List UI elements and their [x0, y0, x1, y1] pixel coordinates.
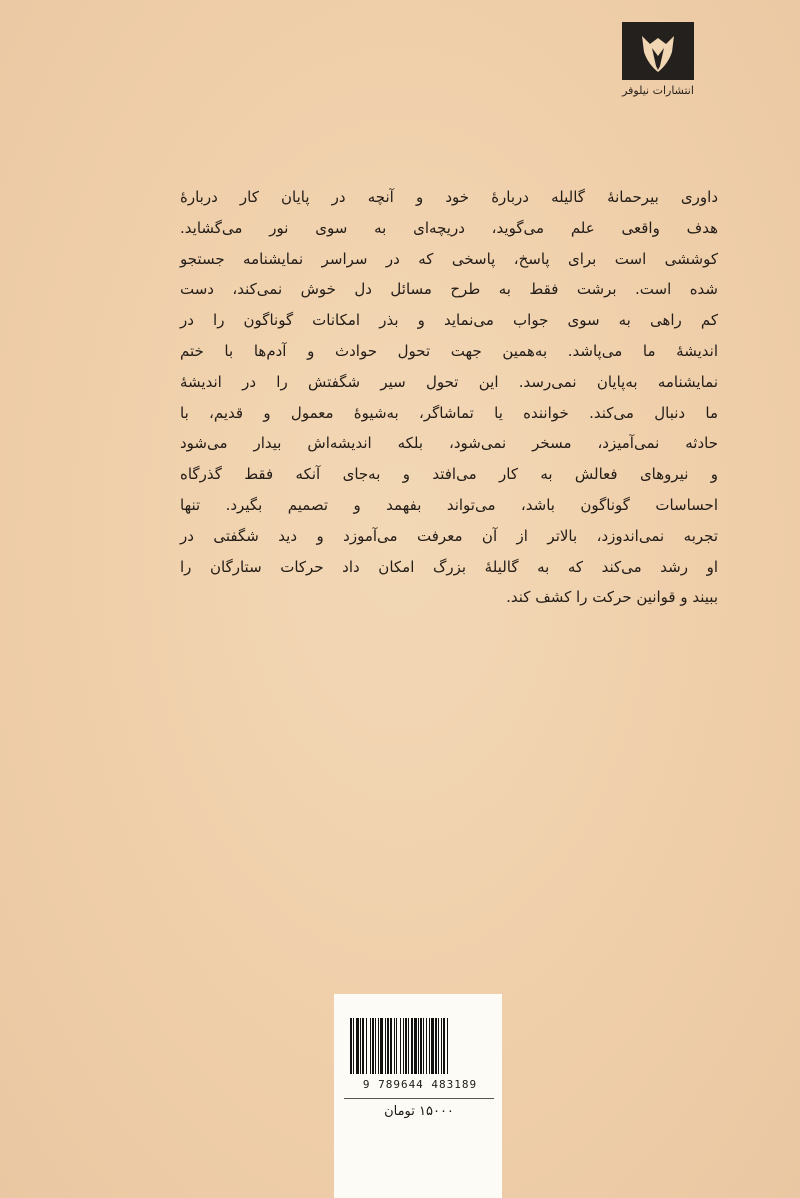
- blurb-line: کم راهی به سوی جواب می‌نماید و بذر امکانات گوناگون را در: [180, 311, 718, 330]
- barcode-bar: [378, 1018, 379, 1074]
- blurb-line: احساسات گوناگون باشد، می‌تواند بفهمد و تصمیم بگیرد. تنها: [180, 495, 718, 514]
- blurb-line: و نیروهای فعالش به کار می‌افتد و به‌جای آنکه فقط گذرگاه: [180, 465, 718, 484]
- barcode-bar: [443, 1018, 445, 1074]
- isbn-number: 9 789644 483189: [362, 1078, 478, 1091]
- barcode-bar: [418, 1018, 419, 1074]
- barcode-bar: [372, 1018, 374, 1074]
- barcode-bar: [366, 1018, 367, 1074]
- barcode-bar: [370, 1018, 371, 1074]
- blurb-line: داوری بیرحمانهٔ گالیله دربارهٔ خود و آنچه در پایان کار دربارهٔ: [180, 188, 718, 206]
- barcode-bar: [408, 1018, 409, 1074]
- blurb-line: نمایشنامه به‌پایان نمی‌رسد. این تحول سیر شگفتش را در اندیشهٔ: [180, 372, 718, 391]
- barcode-image: [348, 1018, 490, 1074]
- publisher-name: انتشارات نیلوفر: [622, 84, 694, 97]
- barcode-bar: [414, 1018, 417, 1074]
- barcode-bar: [350, 1018, 352, 1074]
- barcode-bar: [447, 1018, 448, 1074]
- publisher-logo: [622, 22, 694, 80]
- barcode-label: [334, 994, 502, 1198]
- price-label: ۱۵۰۰۰ تومان: [384, 1104, 454, 1119]
- divider: [344, 1098, 494, 1099]
- barcode-bar: [435, 1018, 437, 1074]
- barcode-bar: [356, 1018, 359, 1074]
- barcode-bar: [385, 1018, 386, 1074]
- barcode-bar: [426, 1018, 427, 1074]
- blurb-line: تجربه نمی‌اندوزد، بالاتر از آن معرفت می‌آموزد و دید شگفتی در: [180, 526, 718, 545]
- owl-logo-icon: [622, 22, 694, 80]
- barcode-bar: [403, 1018, 404, 1074]
- barcode-bar: [441, 1018, 442, 1074]
- barcode-bar: [360, 1018, 361, 1074]
- blurb-line: او رشد می‌کند که به گالیلهٔ بزرگ امکان داد حرکات ستارگان را: [180, 557, 718, 576]
- blurb-line: اندیشهٔ ما می‌پاشد. به‌همین جهت تحول حوادث و آدم‌ها با ختم: [180, 341, 718, 360]
- barcode-bar: [400, 1018, 401, 1074]
- barcode-bar: [362, 1018, 364, 1074]
- barcode-bar: [420, 1018, 422, 1074]
- back-cover-blurb: [180, 182, 718, 613]
- blurb-line: هدف واقعی علم می‌گوید، دریچه‌ای به سوی نور می‌گشاید.: [180, 218, 718, 237]
- barcode-bar: [423, 1018, 424, 1074]
- barcode-bar: [396, 1018, 397, 1074]
- barcode-bars: [348, 1018, 490, 1074]
- barcode-bar: [431, 1018, 434, 1074]
- barcode-bar: [353, 1018, 354, 1074]
- blurb-line: ما دنبال می‌کند. خواننده یا تماشاگر، به‌شیوهٔ معمول و قدیم، با: [180, 403, 718, 422]
- barcode-bar: [390, 1018, 392, 1074]
- barcode-bar: [375, 1018, 376, 1074]
- blurb-line: شده است. برشت فقط به طرح مسائل دل خوش نمی‌کند، دست: [180, 280, 718, 299]
- barcode-bar: [394, 1018, 395, 1074]
- blurb-line: ببیند و قوانین حرکت را کشف کند.: [506, 588, 718, 607]
- blurb-line: کوششی است برای پاسخ، پاسخی که در سراسر نمایشنامه جستجو: [180, 249, 718, 268]
- barcode-bar: [411, 1018, 413, 1074]
- barcode-bar: [405, 1018, 407, 1074]
- barcode-bar: [429, 1018, 430, 1074]
- barcode-bar: [387, 1018, 389, 1074]
- barcode-bar: [438, 1018, 439, 1074]
- blurb-line: حادثه نمی‌آمیزد، مسخر نمی‌شود، بلکه اندیشه‌اش بیدار می‌شود: [180, 434, 718, 453]
- barcode-bar: [380, 1018, 383, 1074]
